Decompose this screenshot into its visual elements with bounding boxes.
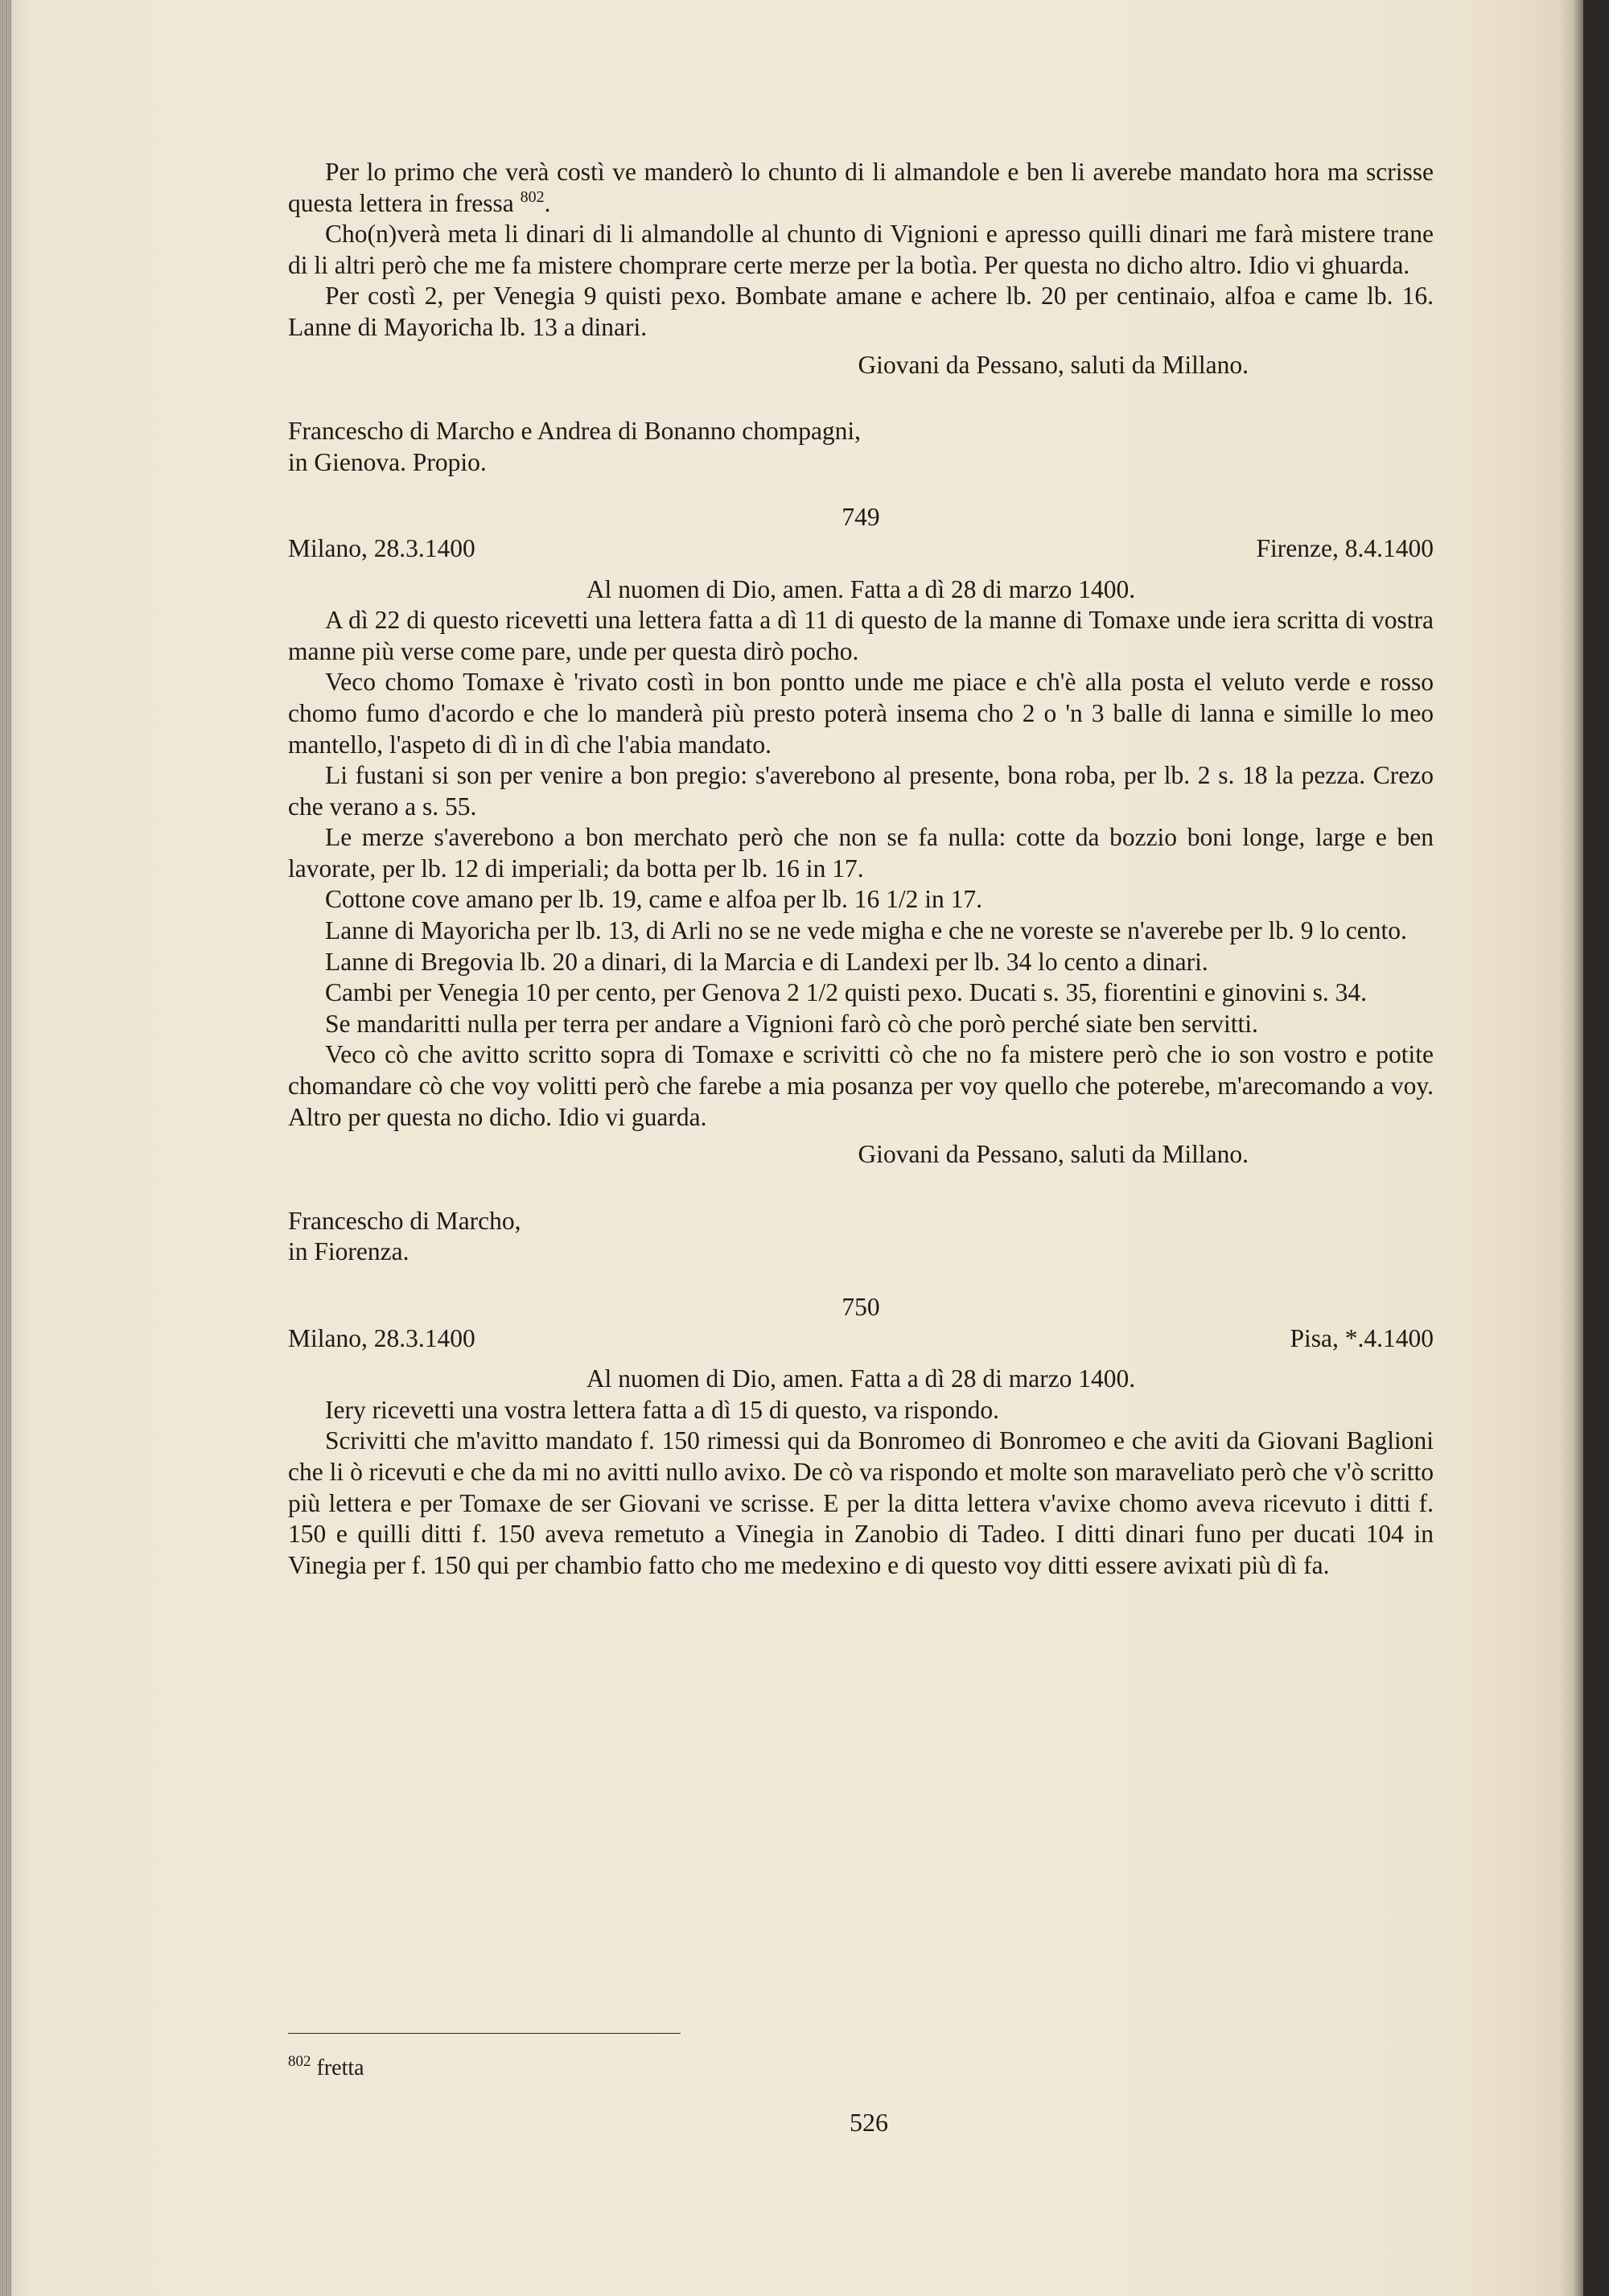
address-line: Francescho di Marcho,	[288, 1206, 521, 1235]
origin-date: Milano, 28.3.1400	[288, 533, 475, 562]
paragraph: Le merze s'averebono a bon merchato però che non se fa nulla: cotte da bozzio boni longe, large e ben lavorate, per lb. 12 di imperiali; da botta per lb. 16 in 17.	[288, 823, 1434, 883]
destination-date: Pisa, *.4.1400	[1290, 1323, 1434, 1352]
paragraph: Cambi per Venegia 10 per cento, per Genova 2 1/2 quisti pexo. Ducati s. 35, fiorentini e ginovini s. 34.	[325, 978, 1368, 1007]
paragraph: Cottone cove amano per lb. 19, came e alfoa per lb. 16 1/2 in 17.	[325, 885, 983, 914]
paragraph: Iery ricevetti una vostra lettera fatta a dì 15 di questo, va rispondo.	[325, 1395, 999, 1424]
paragraph: Per costì 2, per Venegia 9 quisti pexo. Bombate amane e achere lb. 20 per centinaio, alfoa e came lb. 16. Lanne di Mayoricha lb. 13 a dinari.	[288, 282, 1434, 341]
paragraph: Lanne di Mayoricha per lb. 13, di Arli no se ne vede migha e che ne voreste se n'averebe per lb. 9 lo cento.	[325, 916, 1407, 945]
book-spine	[0, 0, 11, 2296]
page-edge	[1558, 0, 1583, 2296]
page-number: 526	[850, 2108, 888, 2137]
date-line	[288, 533, 1434, 565]
address-line: in Gienova. Propio.	[288, 447, 487, 476]
signature: Giovani da Pessano, saluti da Millano.	[858, 350, 1249, 379]
paragraph: Per lo primo che verà costì ve manderò lo chunto di li almandole e ben li averebe mandato hora ma scrisse questa lettera in fressa $^{802}$.	[288, 158, 1434, 217]
paragraph: A dì 22 di questo ricevetti una lettera fatta a dì 11 di questo de la manne di Tomaxe unde iera scritta di vostra manne più verse come pare, unde per questa dirò pocho.	[288, 606, 1434, 665]
invocation: Al nuomen di Dio, amen. Fatta a dì 28 di marzo 1400.	[586, 1364, 1136, 1393]
date-line	[288, 1323, 1434, 1355]
paragraph: Se mandaritti nulla per terra per andare a Vignioni farò cò che porò perché siate ben servitti.	[325, 1009, 1258, 1038]
footnote-number: 802	[288, 2053, 311, 2070]
invocation: Al nuomen di Dio, amen. Fatta a dì 28 di marzo 1400.	[586, 574, 1136, 603]
address-block	[288, 416, 1434, 478]
destination-date: Firenze, 8.4.1400	[1256, 533, 1434, 562]
letter-number: 750	[842, 1293, 880, 1321]
signature: Giovani da Pessano, saluti da Millano.	[858, 1140, 1249, 1169]
footnote	[288, 2055, 364, 2081]
main-text	[288, 157, 1434, 1581]
letter-number: 749	[842, 503, 880, 532]
footnote-ref: 802	[520, 187, 545, 206]
paragraph: Lanne di Bregovia lb. 20 a dinari, di la Marcia e di Landexi per lb. 34 lo cento a dinari.	[325, 947, 1208, 976]
address-block	[288, 1206, 1434, 1268]
paragraph: Cho(n)verà meta li dinari di li almandolle al chunto di Vignioni e apresso quilli dinari me farà mistere trane di li altri però che me fa mistere chomprare certe merze per la botìa. Per questa no dicho altro. Idio vi ghuarda.	[288, 220, 1434, 279]
address-line: Francescho di Marcho e Andrea di Bonanno chompagni,	[288, 417, 862, 446]
address-line: in Fiorenza.	[288, 1237, 409, 1266]
origin-date: Milano, 28.3.1400	[288, 1323, 475, 1352]
footnote-text: fretta	[316, 2055, 364, 2080]
paragraph: Veco chomo Tomaxe è 'rivato costì in bon pontto unde me piace e ch'è alla posta el veluto verde e rosso chomo fumo d'acordo e che lo manderà più presto poterà insema cho 2 o 'n 3 balle di lanna e simille lo meo mantello, l'aspeto di dì in dì che l'abia mandato.	[288, 668, 1434, 759]
paragraph: Scrivitti che m'avitto mandato f. 150 rimessi qui da Bonromeo di Bonromeo e che aviti da Giovani Baglioni che li ò ricevuti e che da mi no avitti nullo avixo. De cò va rispondo et molte son maraveliato però che v'ò scritto più lettera e per Tomaxe de ser Giovani ve scrisse. E per la ditta lettera v'avixe chomo aveva ricevuto i ditti f. 150 e quilli ditti f. 150 aveva remetuto a Vinegia in Zanobio di Tadeo. I ditti dinari funo per ducati 104 in Vinegia per f. 150 qui per chambio fatto cho me medexino e di questo voy ditti essere avixati più dì fa.	[288, 1426, 1434, 1579]
paragraph: Veco cò che avitto scritto sopra di Tomaxe e scrivitti cò che no fa mistere però che io son vostro e potite chomandare cò che voy volitti però che farebe a mia posanza per voy quello che poterebe, m'arecomando a voy. Altro per questa no dicho. Idio vi guarda.	[288, 1040, 1434, 1131]
footnote-rule	[288, 2033, 681, 2034]
paragraph: Li fustani si son per venire a bon pregio: s'averebono al presente, bona roba, per lb. 2 s. 18 la pezza. Crezo che verano a s. 55.	[288, 761, 1434, 821]
